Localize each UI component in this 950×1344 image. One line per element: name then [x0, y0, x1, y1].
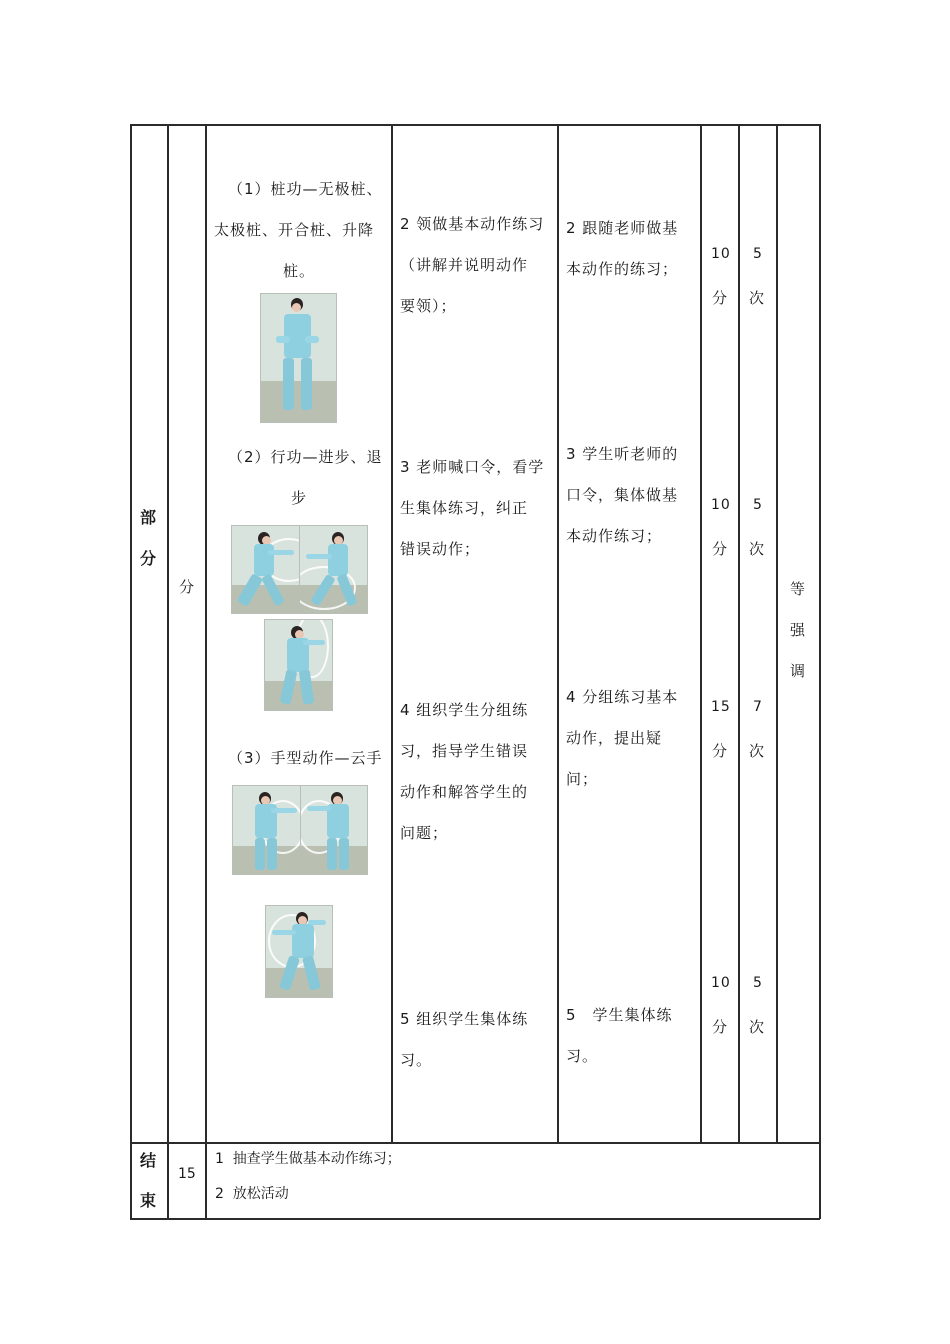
student-step-3-line-2: 口令，集体做基 [566, 486, 679, 504]
teacher-step-2-line-2: （讲解并说明动作 [400, 256, 529, 274]
time-1-unit: 分 [712, 289, 729, 307]
reps-2-value: 5 [753, 497, 763, 513]
table-top-border [130, 124, 820, 126]
col-border-1 [167, 124, 169, 1219]
content-item-2-line-2: 步 [291, 489, 308, 507]
wuji-stance-photo [260, 293, 337, 423]
advance-step-photo-1 [231, 525, 300, 614]
reps-3-value: 7 [753, 699, 763, 715]
minutes-label: 分 [179, 578, 196, 596]
retreat-step-photo [264, 619, 333, 711]
student-step-4-line-1: 4 分组练习基本 [566, 688, 679, 706]
reps-3-unit: 次 [749, 742, 766, 760]
teacher-step-3-line-1: 3 老师喊口令，看学 [400, 458, 545, 476]
intensity-char-2: 强 [790, 621, 807, 639]
end-label-char-2: 束 [140, 1191, 158, 1210]
student-step-3-line-3: 本动作练习； [566, 527, 663, 545]
content-item-2-line-1: （2）行功—进步、退 [228, 448, 383, 466]
end-minutes: 15 [178, 1166, 196, 1182]
student-step-4-line-2: 动作，提出疑 [566, 729, 663, 747]
section-label-char-1: 部 [140, 508, 158, 527]
col-border-7 [776, 124, 778, 1143]
teacher-step-3-line-2: 生集体练习，纠正 [400, 499, 529, 517]
teacher-step-2-line-1: 2 领做基本动作练习 [400, 215, 545, 233]
col-border-0 [130, 124, 132, 1219]
col-border-2 [205, 124, 207, 1219]
teacher-step-4-line-3: 动作和解答学生的 [400, 783, 529, 801]
teacher-step-4-line-1: 4 组织学生分组练 [400, 701, 529, 719]
student-step-2-line-1: 2 跟随老师做基 [566, 219, 679, 237]
reps-1-unit: 次 [749, 289, 766, 307]
cloud-hands-photo-2 [300, 785, 368, 875]
cloud-hands-photo-1 [232, 785, 301, 875]
student-step-3-line-1: 3 学生听老师的 [566, 445, 679, 463]
cloud-hands-photo-3 [265, 905, 333, 998]
section-divider [130, 1142, 820, 1144]
student-step-4-line-3: 问； [566, 770, 599, 788]
intensity-char-3: 调 [790, 662, 807, 680]
student-step-5-line-2: 习。 [566, 1047, 599, 1065]
reps-4-value: 5 [753, 975, 763, 991]
teacher-step-4-line-4: 问题； [400, 824, 449, 842]
student-step-2-line-2: 本动作的练习； [566, 260, 679, 278]
col-border-8 [819, 124, 821, 1219]
end-item-2: 2 放松活动 [215, 1186, 289, 1202]
teacher-step-4-line-2: 习，指导学生错误 [400, 742, 529, 760]
reps-1-value: 5 [753, 246, 763, 262]
end-label-char-1: 结 [140, 1151, 158, 1170]
reps-4-unit: 次 [749, 1018, 766, 1036]
time-3-unit: 分 [712, 742, 729, 760]
content-item-1-line-1: （1）桩功—无极桩、 [228, 180, 383, 198]
time-1-value: 10 [711, 246, 731, 262]
advance-step-photo-2 [299, 525, 368, 614]
teacher-step-2-line-3: 要领）； [400, 297, 457, 315]
end-item-1: 1 抽查学生做基本动作练习； [215, 1151, 401, 1167]
time-2-value: 10 [711, 497, 731, 513]
col-border-6 [738, 124, 740, 1143]
time-2-unit: 分 [712, 540, 729, 558]
col-border-3 [391, 124, 393, 1143]
time-4-unit: 分 [712, 1018, 729, 1036]
time-4-value: 10 [711, 975, 731, 991]
section-label-char-2: 分 [140, 549, 158, 568]
teacher-step-5-line-1: 5 组织学生集体练 [400, 1010, 529, 1028]
intensity-char-1: 等 [790, 580, 807, 598]
col-border-4 [557, 124, 559, 1143]
content-item-3: （3）手型动作—云手 [228, 749, 383, 767]
col-border-5 [700, 124, 702, 1143]
teacher-step-3-line-3: 错误动作； [400, 540, 481, 558]
time-3-value: 15 [711, 699, 731, 715]
student-step-5-line-1: 5 学生集体练 [566, 1006, 673, 1024]
teacher-step-5-line-2: 习。 [400, 1051, 433, 1069]
content-item-1-line-2: 太极桩、开合桩、升降 [214, 221, 375, 239]
table-bottom-border [130, 1218, 820, 1220]
content-item-1-line-3: 桩。 [283, 262, 316, 280]
reps-2-unit: 次 [749, 540, 766, 558]
